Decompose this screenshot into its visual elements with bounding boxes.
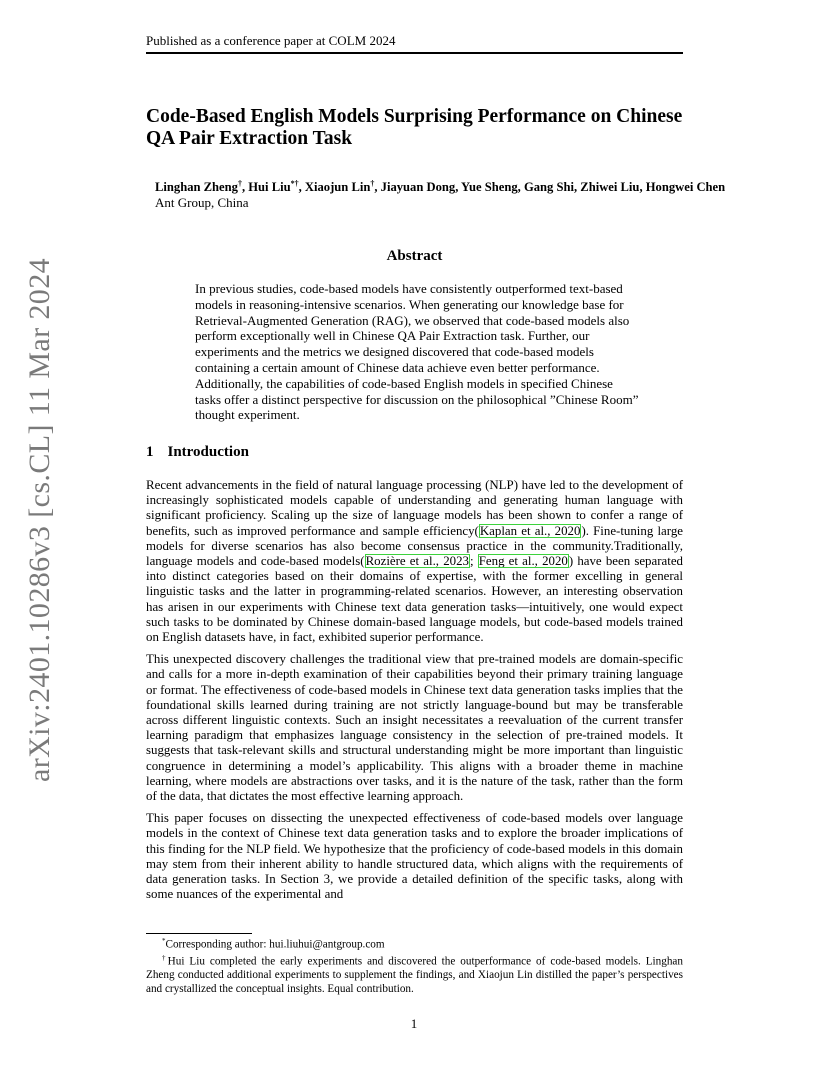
footnote-text: Hui Liu completed the early experiments and discovered the outperformance of code-based models. Linghan Zheng conducted additional experiments to supplement the findings, and Xiaojun Lin distilled the paper’s perspectives and crystallized the conceptual insights. Equal contribution. <box>146 955 683 995</box>
author-name: Yue Sheng <box>461 180 518 195</box>
paragraph: This unexpected discovery challenges the traditional view that pre-trained models are domain-specific and calls for a more in-depth examination of their capabilities beyond their primary training language or format. The effectiveness of code-based models in Chinese text data generation tasks implies that the foundational skills learned during training are not strictly language-bound but may be transferable across different linguistic contexts. Such an insight necessitates a reevaluation of the current transfer learning paradigm that emphasizes language consistency in the selection of pre-trained models. It suggests that task-relevant skills and structural understanding might be more important than linguistic congruence in determining a model’s applicability. This aligns with a broader theme in machine learning, where models are abstractions over tasks, and it is the nature of the task, rather than the form of the data, that dictates the most effective learning approach. <box>146 652 683 804</box>
footnote <box>146 952 683 996</box>
author-name: Hui Liu <box>248 180 291 195</box>
affiliation: Ant Group, China <box>155 195 249 210</box>
section-number: 1 <box>146 444 154 460</box>
paragraph <box>146 478 683 645</box>
author-name: Gang Shi <box>523 180 574 195</box>
running-header: Published as a conference paper at COLM 2024 <box>146 33 396 48</box>
citation-link[interactable]: Rozière et al., 2023 <box>365 554 469 569</box>
author-mark[interactable]: † <box>237 179 242 188</box>
footnote-mark: * <box>162 937 166 945</box>
abstract-heading: Abstract <box>386 248 443 264</box>
author-mark[interactable]: † <box>370 179 375 188</box>
paper-title: Code-Based English Models Surprising Performance on Chinese QA Pair Extraction Task <box>146 106 683 149</box>
author-mark[interactable]: *† <box>290 179 299 188</box>
section-heading <box>146 444 249 461</box>
author-name: Hongwei Chen <box>645 180 726 195</box>
paragraph-text: ). Fine-tuning large models for diverse scenarios has also become consensus practice in the community.Traditionally, language models and code-based models( <box>146 523 683 569</box>
footnote-rule <box>146 933 252 934</box>
author-name: Linghan Zheng <box>155 180 238 195</box>
page-number: 1 <box>410 1016 418 1031</box>
paragraph-text: ) have been separated into distinct categories based on their domains of expertise, with the former excelling in general linguistic tasks and the latter in programming-related scenarios. However, an interesting observation has arisen in our experiments with Chinese text data generation tasks—intuitively, one would expect such tasks to be dominated by Chinese domain-based language models, but code-based models trained on English datasets have, in fact, exhibited superior performance. <box>146 554 683 645</box>
footnotes <box>146 935 683 996</box>
abstract-text: In previous studies, code-based models have consistently outperformed text-based models in reasoning-intensive scenarios. When generating our knowledge base for Retrieval-Augmented Generation (RAG), we observed that code-based models also perform exceptionally well in Chinese QA Pair Extraction task. Further, our experiments and the metrics we designed discovered that code-based models containing a certain amount of Chinese data achieve even better performance. Additionally, the capabilities of code-based English models in specified Chinese tasks offer a distinct perspective for discussion on the philosophical ”Chinese Room” thought experiment. <box>195 281 639 423</box>
section-title: Introduction <box>167 444 249 460</box>
citation-link[interactable]: Kaplan et al., 2020 <box>479 523 581 538</box>
header-rule <box>146 52 683 54</box>
author-name: Zhiwei Liu <box>580 180 640 195</box>
author-list: Linghan Zheng†, Hui Liu*†, Xiaojun Lin†, Jiayuan Dong, Yue Sheng, Gang Shi, Zhiwei Liu, Hongwei Chen <box>155 179 726 195</box>
footnote-text: Corresponding author: hui.liuhui@antgroup.com <box>165 938 385 951</box>
paragraph-text: Recent advancements in the field of natural language processing (NLP) have led to the development of increasingly sophisticated models capable of understanding and generating human language with significant proficiency. Scaling up the size of language models has been shown to confer a range of benefits, such as improved performance and sample efficiency( <box>146 478 683 538</box>
citation-link[interactable]: Feng et al., 2020 <box>478 554 568 569</box>
citation-separator: ; <box>469 554 478 569</box>
author-name: Jiayuan Dong <box>380 180 456 195</box>
body-text <box>146 478 683 909</box>
footnote <box>146 935 683 952</box>
arxiv-identifier[interactable]: arXiv:2401.10286v3 [cs.CL] 11 Mar 2024 <box>23 257 56 783</box>
author-name: Xiaojun Lin <box>304 180 371 195</box>
footnote-mark: † <box>162 954 168 963</box>
paragraph: This paper focuses on dissecting the unexpected effectiveness of code-based models over language models in the context of Chinese text data generation tasks and to explore the broader implications of this finding for the NLP field. We hypothesize that the proficiency of code-based models in this domain may stem from their inherent ability to handle structured data, which aligns with the requirements of data generation tasks. In Section 3, we provide a detailed definition of the specific tasks, along with some nuances of the experimental and <box>146 811 683 902</box>
